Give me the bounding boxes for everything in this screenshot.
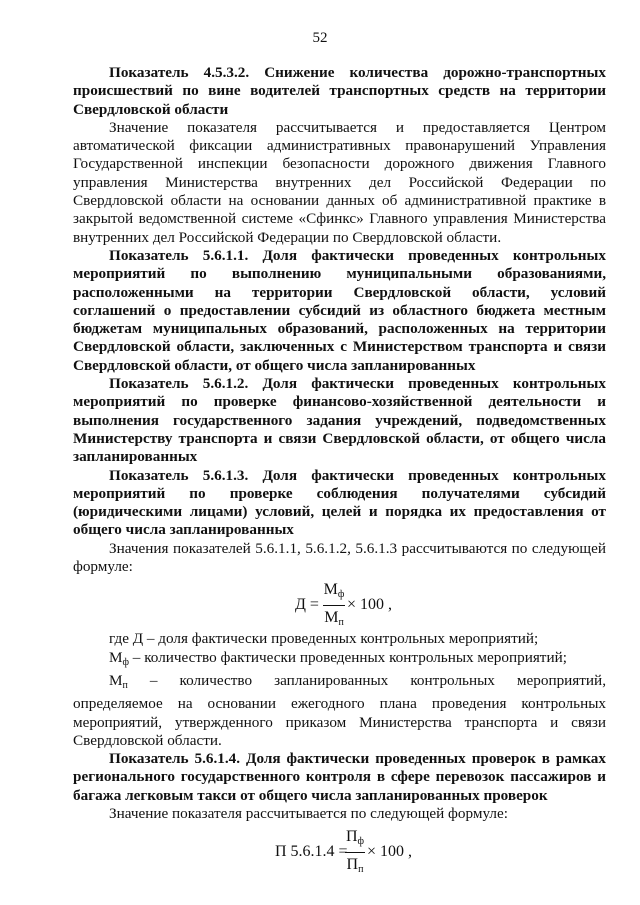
formula-fraction [323, 580, 345, 632]
page-number: 52 [312, 30, 328, 46]
page-content [73, 64, 606, 877]
paragraph-formula-intro-2: Значение показателя рассчитывается по следующей формуле: [109, 804, 508, 822]
paragraph-formula-intro: Значения показателей 5.6.1.1, 5.6.1.2, 5.6.1.3 рассчитываются по следующей формуле: [73, 539, 606, 576]
formula-denominator: $П_п$ [346, 856, 364, 876]
fraction-bar [345, 852, 365, 853]
definition-m-f: $М_ф$ – количество фактически проведенных контрольных мероприятий; [109, 648, 567, 668]
formula-proverki [73, 827, 606, 877]
indicator-heading-5-6-1-2: Показатель 5.6.1.2. Доля фактически проведенных контрольных мероприятий по проверке финансово-хозяйственной деятельности и выполнения государственного задания учреждений, подведомственных Министерству транспорта и связи Свердловской области, от общего числа запланированных [73, 375, 606, 466]
formula-fraction [345, 827, 365, 879]
formula-lhs: П 5.6.1.4 = [275, 843, 348, 861]
indicator-heading-4-5-3-2: Показатель 4.5.3.2. Снижение количества дорожно-транспортных происшествий по вине водителей транспортных средств на территории Свердловской области [73, 64, 606, 118]
formula-numerator: $П_ф$ [345, 828, 365, 848]
formula-denominator: $М_п$ [324, 609, 344, 629]
indicator-heading-5-6-1-3: Показатель 5.6.1.3. Доля фактически проведенных контрольных мероприятий по проверке соблюдения получателями субсидий (юридическими лицами) условий, целей и порядка их предоставления от общего числа запланированных [73, 466, 606, 539]
formula-rhs: × 100 , [367, 843, 413, 861]
formula-dolya [73, 580, 606, 630]
definition-m-p: $М_п$ – количество запланированных контрольных мероприятий, определяемое на основании ежегодного плана проведения контрольных мероприятий, утвержденного приказом Министерства транспорта и связи Свердловской области. [73, 671, 606, 749]
paragraph-calculation-source: Значение показателя рассчитывается и предоставляется Центром автоматической фиксации административных правонарушений Управления Государственной инспекции безопасности дорожного движения Главного управления Министерства внутренних дел Российской Федерации по Свердловской области на основании данных об административной практике в закрытой ведомственной системе «Сфинкс» Главного управления Министерства внутренних дел Российской Федерации по Свердловской области. [73, 118, 606, 246]
formula-lhs: Д = [295, 596, 319, 614]
indicator-heading-5-6-1-4: Показатель 5.6.1.4. Доля фактически проведенных проверок в рамках регионального государственного контроля в сфере перевозок пассажиров и багажа легковым такси от общего числа запланированных проверок [73, 750, 606, 804]
definition-d: где Д – доля фактически проведенных контрольных мероприятий; [109, 630, 539, 648]
formula-rhs: × 100 , [347, 596, 393, 614]
fraction-bar [323, 605, 345, 606]
formula-numerator: $М_ф$ [323, 581, 345, 601]
indicator-heading-5-6-1-1: Показатель 5.6.1.1. Доля фактически проведенных контрольных мероприятий по выполнению муниципальными образованиями, расположенными на территории Свердловской области, условий соглашений о предоставлении субсидий из областного бюджета местным бюджетам муниципальных образований, расположенных на территории Свердловской области, заключенных с Министерством транспорта и связи Свердловской области, от общего числа запланированных [73, 246, 606, 374]
